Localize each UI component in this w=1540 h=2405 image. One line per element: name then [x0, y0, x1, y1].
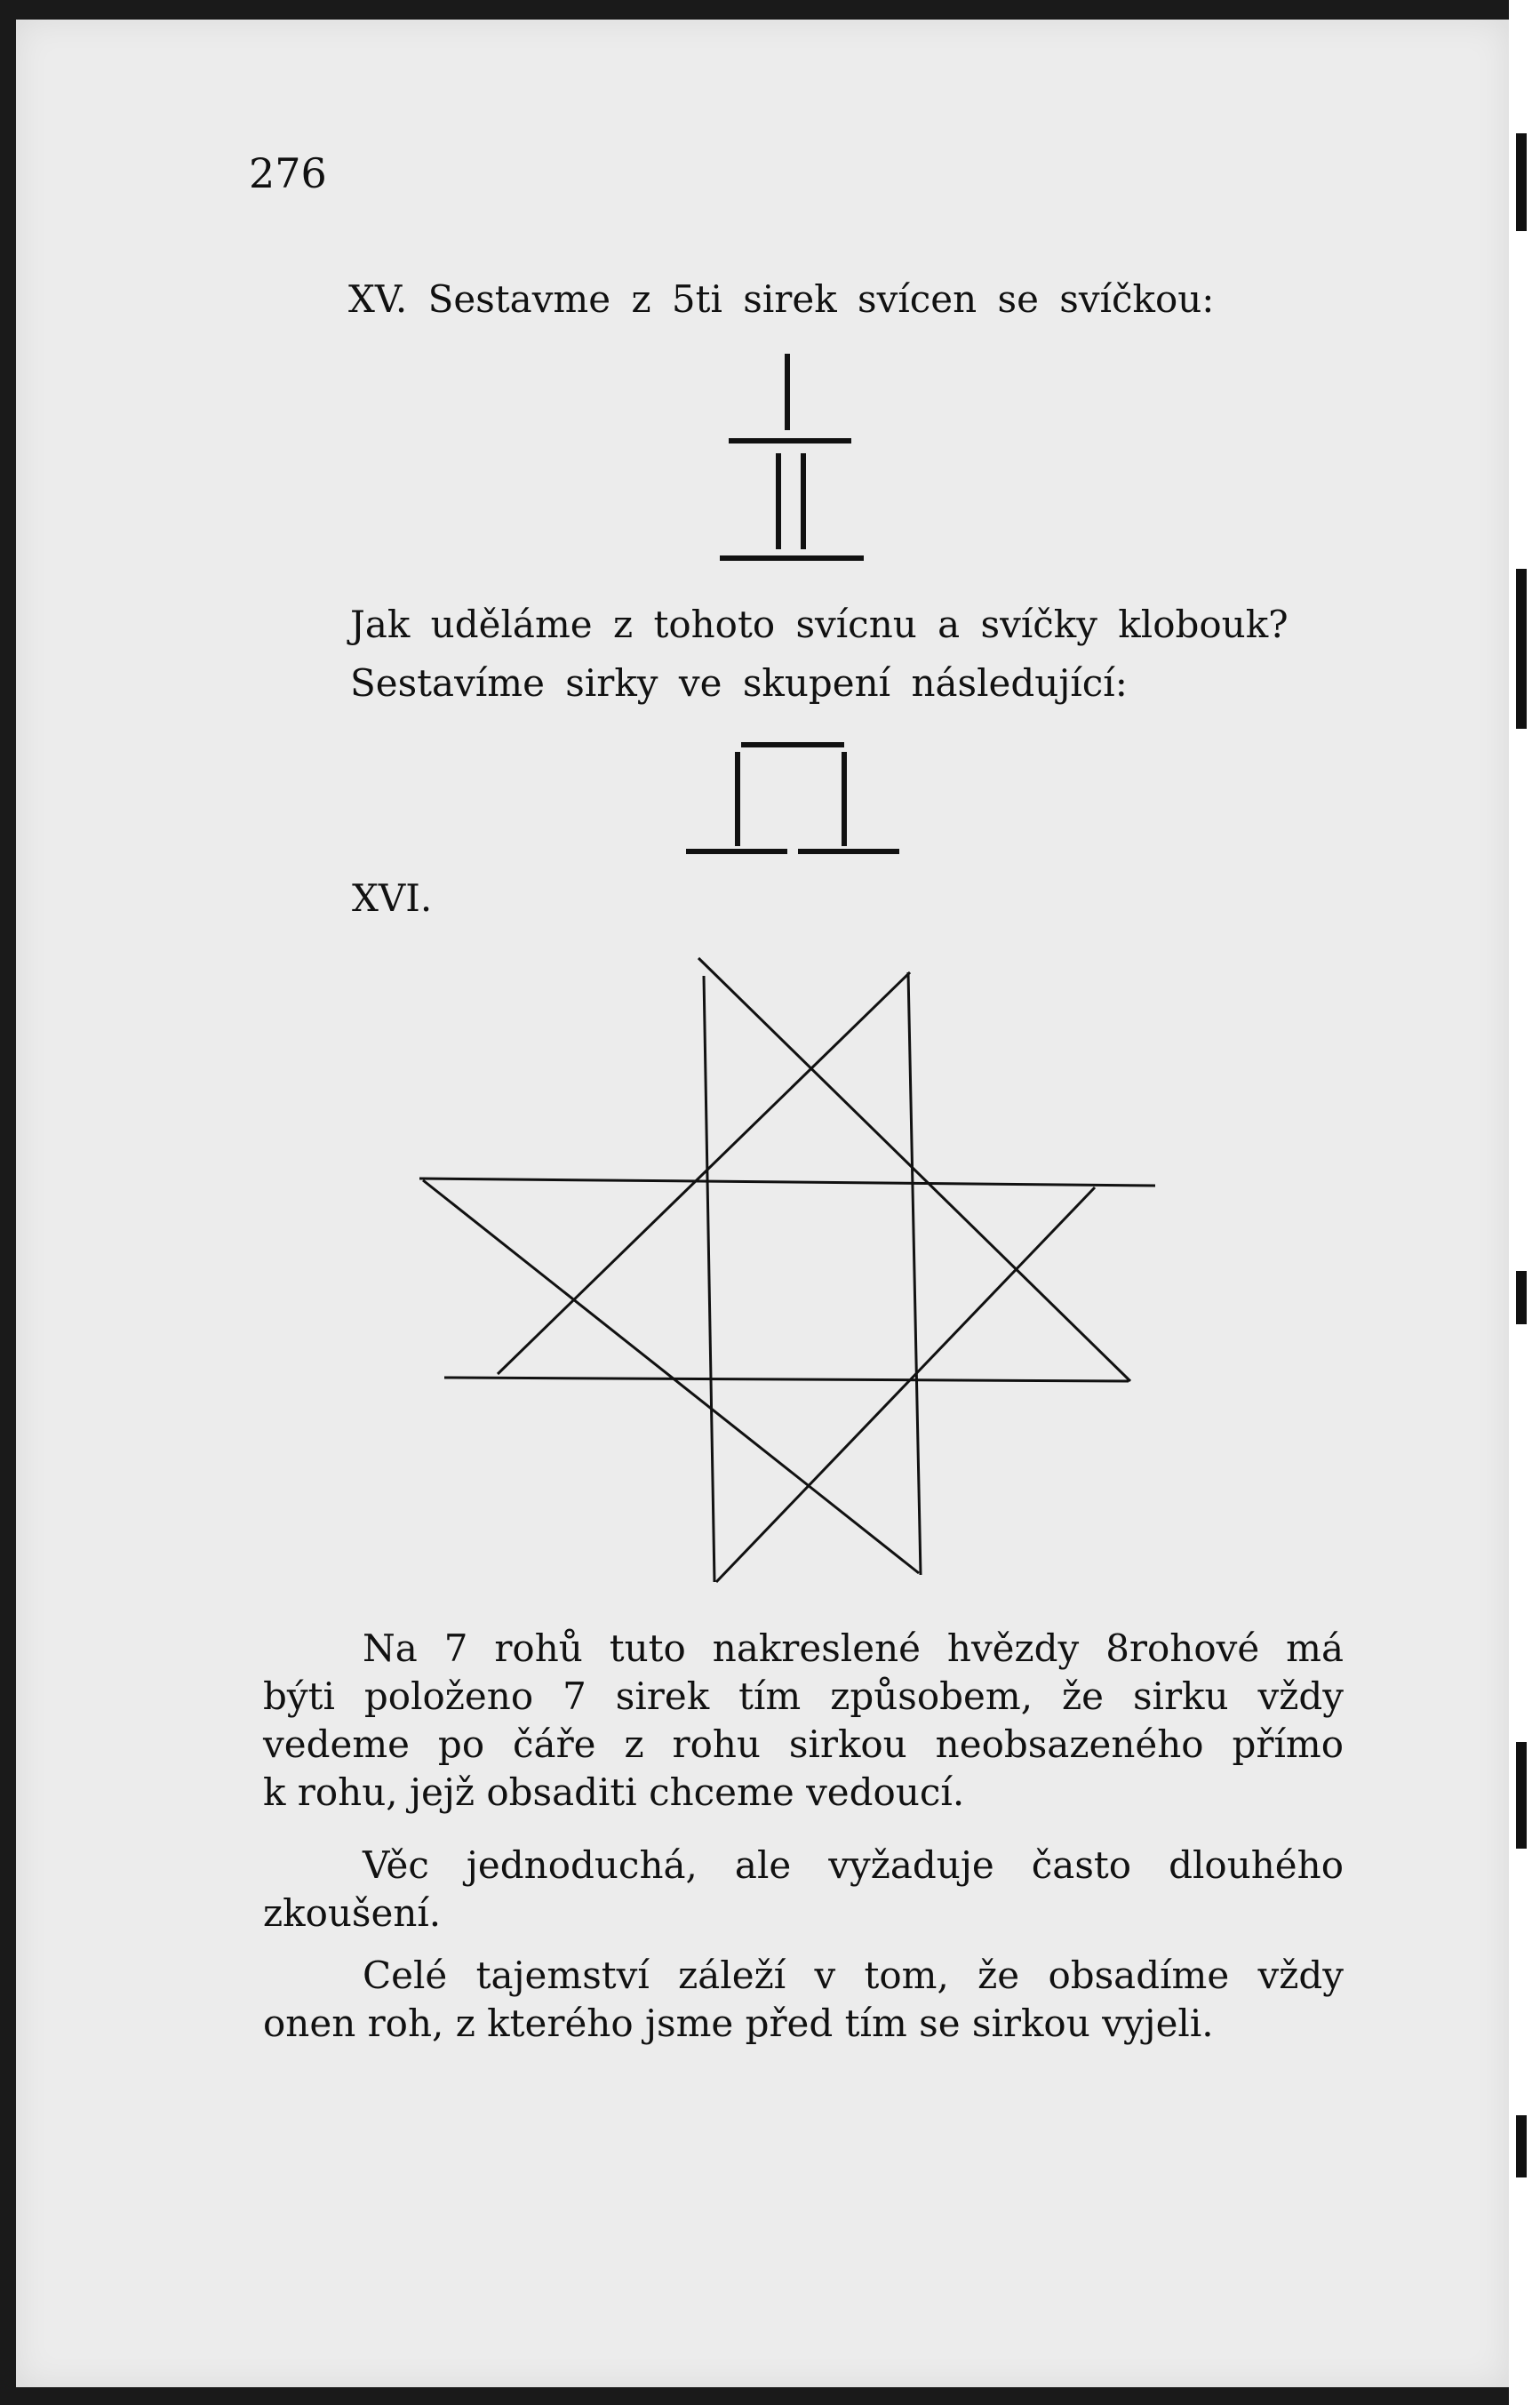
paragraph-instructions	[263, 1625, 1344, 1817]
star-figure	[419, 958, 1155, 1582]
star-line	[908, 972, 921, 1575]
text-line: Na 7 rohů tuto nakreslené hvězdy 8rohové má	[363, 1626, 1344, 1670]
text-line: onen roh, z kterého jsme před tím se sirkou vyjeli.	[263, 2002, 1214, 2045]
text-line: vedeme po čáře z rohu sirkou neobsazeného přímo	[263, 1722, 1344, 1766]
paragraph-secret	[263, 1952, 1344, 2048]
section-label-xvi: XVI.	[352, 876, 433, 920]
star-line	[419, 1179, 1155, 1186]
text-line: k rohu, jejž obsaditi chceme vedoucí.	[263, 1770, 965, 1814]
star-line	[704, 976, 714, 1582]
hat-figure	[686, 745, 899, 851]
answer-line: Sestavíme sirky ve skupení následující:	[350, 661, 1128, 705]
page-number: 276	[249, 149, 327, 197]
question-line: Jak uděláme z tohoto svícnu a svíčky klobouk?	[350, 603, 1289, 646]
text-line: býti položeno 7 sirek tím způsobem, že sirku vždy	[263, 1674, 1344, 1718]
heading-xv: XV. Sestavme z 5ti sirek svícen se svíčkou:	[348, 277, 1215, 321]
paragraph-note	[263, 1842, 1344, 1938]
candlestick-figure	[720, 354, 864, 558]
star-line	[716, 1187, 1095, 1582]
text-line: Celé tajemství záleží v tom, že obsadíme vždy	[363, 1954, 1344, 1997]
text-line: Věc jednoduchá, ale vyžaduje často dlouhého	[363, 1843, 1344, 1887]
text-line: zkoušení.	[263, 1891, 442, 1935]
star-line	[444, 1378, 1129, 1381]
